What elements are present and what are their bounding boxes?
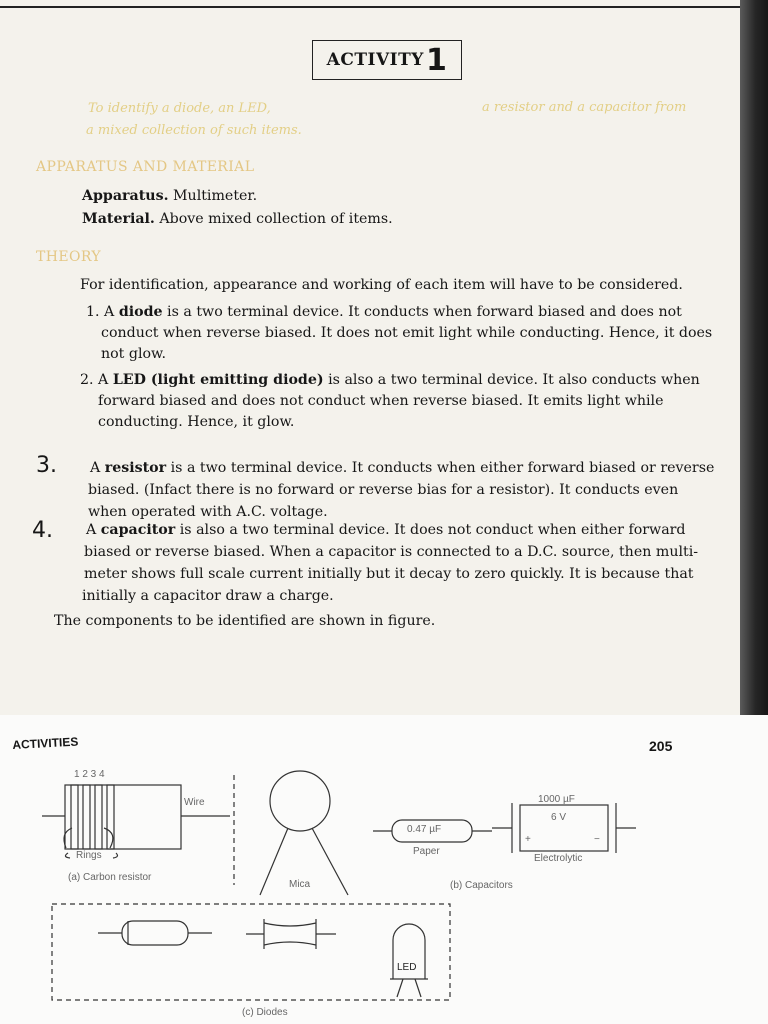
electrolytic-value: 1000 µF bbox=[538, 794, 575, 805]
carbon-resistor-drawing bbox=[42, 785, 230, 858]
running-head: ACTIVITIES bbox=[12, 734, 79, 752]
item2-line1-text: is also a two terminal device. It also conducts when bbox=[323, 372, 700, 388]
electrolytic-label: Electrolytic bbox=[534, 853, 583, 864]
diodes-box bbox=[52, 904, 450, 1000]
page-number: 205 bbox=[649, 738, 673, 754]
item3-bold: resistor bbox=[104, 460, 167, 476]
material-label: Material. bbox=[82, 211, 155, 227]
material-value: Above mixed collection of items. bbox=[159, 211, 393, 227]
diode-2-drawing bbox=[246, 919, 336, 949]
item1-line2: conduct when reverse biased. It does not emit light while conducting. Hence, it does bbox=[101, 325, 713, 341]
item4-prefix: A bbox=[86, 522, 101, 538]
activity-label: ACTIVITY bbox=[326, 50, 424, 70]
item1-line1-text: is a two terminal device. It conducts when forward biased and does not bbox=[162, 304, 682, 320]
diodes-caption: (c) Diodes bbox=[242, 1007, 288, 1018]
item2-bold: LED (light emitting diode) bbox=[112, 372, 324, 388]
led-drawing bbox=[390, 924, 428, 997]
diode-1-drawing bbox=[98, 921, 212, 945]
activity-number: 1 bbox=[425, 42, 448, 78]
item4-line1-text: is also a two terminal device. It does not conduct when either forward bbox=[175, 522, 686, 538]
item1-line1 bbox=[86, 302, 682, 323]
item1-bold: diode bbox=[118, 304, 163, 320]
material-line bbox=[82, 209, 393, 230]
item3-line2: biased. (Infact there is no forward or reverse bias for a resistor). It conducts even bbox=[88, 482, 679, 498]
top-rule bbox=[0, 6, 740, 8]
item4-line2: biased or reverse biased. When a capacitor is connected to a D.C. source, then multi- bbox=[84, 544, 699, 560]
led-label: LED bbox=[397, 962, 417, 973]
item1-prefix: 1. A bbox=[86, 304, 119, 320]
components-figure bbox=[0, 715, 740, 1024]
item2-line3: conducting. Hence, it glow. bbox=[98, 414, 295, 430]
theory-heading: THEORY bbox=[36, 249, 101, 265]
resistor-band-numbers: 1 2 3 4 bbox=[74, 769, 105, 780]
item2-prefix: 2. A bbox=[80, 372, 113, 388]
item1-line3: not glow. bbox=[101, 346, 167, 362]
aim-line-1-right: a resistor and a capacitor from bbox=[482, 100, 687, 115]
rings-label: Rings bbox=[76, 850, 102, 861]
electrolytic-minus: − bbox=[594, 834, 600, 845]
item2-line2: forward biased and does not conduct when reverse biased. It emits light while bbox=[98, 393, 664, 409]
item4-bold: capacitor bbox=[100, 522, 176, 538]
closing-line: The components to be identified are shown in figure. bbox=[54, 613, 436, 629]
capacitors-caption: (b) Capacitors bbox=[450, 880, 513, 891]
book-binding-edge bbox=[740, 0, 768, 715]
item4-line4: initially a capacitor draw a charge. bbox=[82, 588, 334, 604]
apparatus-value: Multimeter. bbox=[173, 188, 258, 204]
item3-handwritten-number: 3. bbox=[36, 453, 57, 478]
electrolytic-capacitor-drawing bbox=[492, 803, 636, 853]
apparatus-line bbox=[82, 186, 257, 207]
aim-line-1: To identify a diode, an LED, bbox=[88, 101, 271, 116]
mica-capacitor-drawing bbox=[260, 771, 348, 895]
apparatus-heading: APPARATUS AND MATERIAL bbox=[36, 159, 255, 175]
item3-line1-text: is a two terminal device. It conducts when either forward biased or reverse bbox=[166, 460, 715, 476]
item4-handwritten-number: 4. bbox=[32, 518, 53, 543]
activity-title-box bbox=[312, 40, 462, 80]
aim-line-2: a mixed collection of such items. bbox=[86, 123, 302, 138]
carbon-resistor-caption: (a) Carbon resistor bbox=[68, 872, 152, 883]
item3-line3: when operated with A.C. voltage. bbox=[88, 504, 328, 520]
apparatus-label: Apparatus. bbox=[82, 188, 169, 204]
wire-label: Wire bbox=[184, 797, 205, 808]
electrolytic-voltage: 6 V bbox=[551, 812, 567, 823]
item3-prefix: A bbox=[90, 460, 105, 476]
electrolytic-plus: + bbox=[525, 834, 531, 845]
item4-line3: meter shows full scale current initially but it decay to zero quickly. It is because that bbox=[84, 566, 694, 582]
paper-cap-label: Paper bbox=[413, 846, 440, 857]
item4-line1 bbox=[86, 520, 686, 541]
mica-label: Mica bbox=[289, 879, 311, 890]
paper-cap-value: 0.47 µF bbox=[407, 824, 442, 835]
theory-intro: For identification, appearance and working of each item will have to be considered. bbox=[80, 277, 683, 293]
item3-line1 bbox=[90, 458, 714, 479]
item2-line1 bbox=[80, 370, 700, 391]
